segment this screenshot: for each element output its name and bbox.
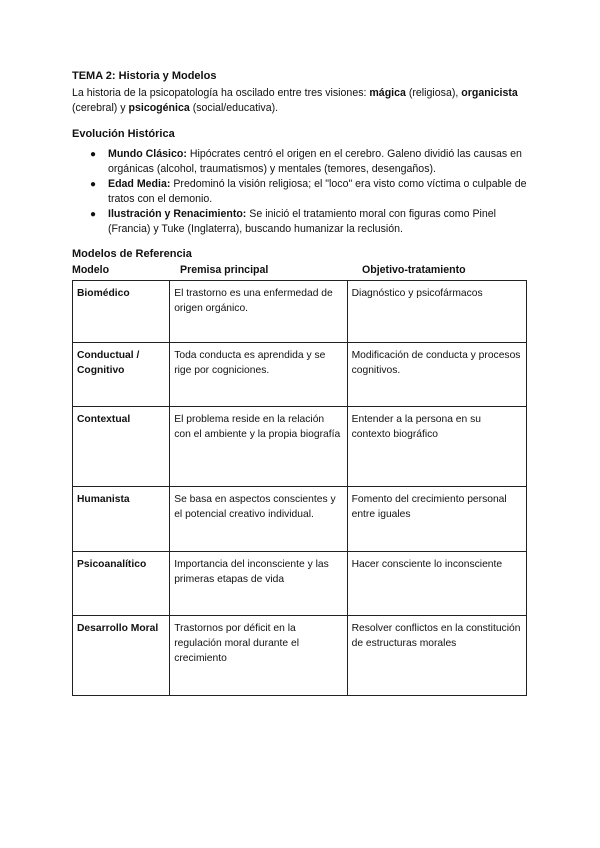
table-row <box>73 407 527 487</box>
intro-text: La historia de la psicopatología ha oscilado entre tres visiones: <box>72 87 370 99</box>
model-name-cell: Conductual / Cognitivo <box>73 343 170 407</box>
table-row <box>73 343 527 407</box>
model-name-cell: Humanista <box>73 487 170 552</box>
list-item-text: Predominó la visión religiosa; el "loco" era visto como víctima o culpable de tratos con el demonio. <box>108 178 527 205</box>
list-item-label: Ilustración y Renacimiento: <box>108 208 247 220</box>
section-heading-models: Modelos de Referencia <box>72 248 192 260</box>
bullet-icon: ● <box>90 209 97 220</box>
model-name-cell: Psicoanalítico <box>73 552 170 616</box>
intro-bold-psicogenica: psicogénica <box>128 102 190 114</box>
intro-paragraph <box>72 86 532 116</box>
section-heading-evolution: Evolución Histórica <box>72 128 175 140</box>
intro-text: (cerebral) y <box>72 102 129 114</box>
table-row <box>73 616 527 696</box>
model-goal-cell: Modificación de conducta y procesos cognitivos. <box>347 343 526 407</box>
column-header-premise: Premisa principal <box>180 264 269 276</box>
bullet-icon: ● <box>90 179 97 190</box>
model-name-cell: Contextual <box>73 407 170 487</box>
model-name-cell: Biomédico <box>73 281 170 343</box>
document-title: TEMA 2: Historia y Modelos <box>72 70 217 82</box>
model-premise-cell: Importancia del inconsciente y las primeras etapas de vida <box>170 552 347 616</box>
table-row <box>73 487 527 552</box>
model-premise-cell: El problema reside en la relación con el ambiente y la propia biografía <box>170 407 347 487</box>
evolution-list <box>90 147 530 237</box>
table-row <box>73 281 527 343</box>
column-header-model: Modelo <box>72 264 110 276</box>
list-item-label: Edad Media: <box>108 178 171 190</box>
intro-bold-organicista: organicista <box>461 87 518 99</box>
column-header-goal: Objetivo-tratamiento <box>362 264 466 276</box>
model-premise-cell: Toda conducta es aprendida y se rige por cogniciones. <box>170 343 347 407</box>
table-row <box>73 552 527 616</box>
list-item-label: Mundo Clásico: <box>108 148 187 160</box>
model-goal-cell: Hacer consciente lo inconsciente <box>347 552 526 616</box>
intro-text: (religiosa), <box>405 87 462 99</box>
bullet-icon: ● <box>90 149 97 160</box>
list-item-text: Se inició el tratamiento moral con figuras como Pinel (Francia) y Tuke (Inglaterra), buscando humanizar la reclusión. <box>108 208 497 235</box>
model-premise-cell: Trastornos por déficit en la regulación moral durante el crecimiento <box>170 616 347 696</box>
list-item-text: Hipócrates centró el origen en el cerebro. Galeno dividió las causas en orgánicas (alcohol, traumatismos) y mentales (temores, desengaños). <box>108 148 522 175</box>
model-goal-cell: Fomento del crecimiento personal entre iguales <box>347 487 526 552</box>
models-table <box>72 280 527 696</box>
model-goal-cell: Entender a la persona en su contexto biográfico <box>347 407 526 487</box>
model-premise-cell: Se basa en aspectos conscientes y el potencial creativo individual. <box>170 487 347 552</box>
intro-bold-magica: mágica <box>369 87 406 99</box>
model-goal-cell: Diagnóstico y psicofármacos <box>347 281 526 343</box>
list-item <box>90 207 530 237</box>
list-item <box>90 147 530 177</box>
intro-text: (social/educativa). <box>189 102 279 114</box>
model-goal-cell: Resolver conflictos en la constitución de estructuras morales <box>347 616 526 696</box>
model-name-cell: Desarrollo Moral <box>73 616 170 696</box>
model-premise-cell: El trastorno es una enfermedad de origen orgánico. <box>170 281 347 343</box>
list-item <box>90 177 530 207</box>
